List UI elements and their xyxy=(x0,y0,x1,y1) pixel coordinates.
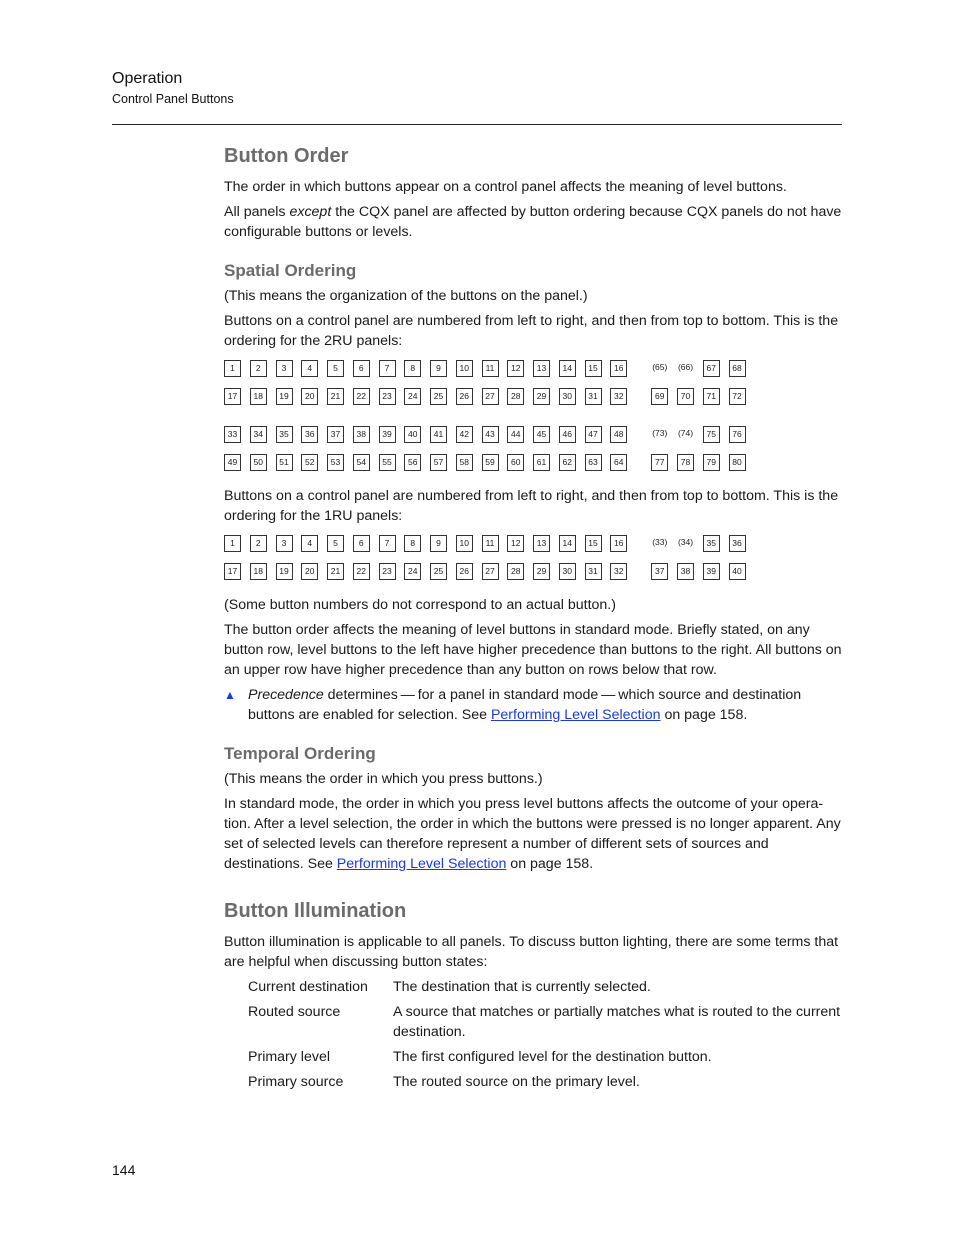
panel-button-box: 69 xyxy=(651,388,668,405)
panel-button-box: 48 xyxy=(610,426,627,443)
button-grid-1ru xyxy=(224,535,842,583)
definition: A source that matches or partially matches what is routed to the current destination. xyxy=(393,1004,841,1040)
panel-button-box: 18 xyxy=(250,388,267,405)
panel-button-box: 7 xyxy=(379,360,396,377)
term-row xyxy=(248,1047,842,1067)
panel-button-box: 10 xyxy=(456,535,473,552)
virtual-button-label: (34) xyxy=(677,537,694,547)
paragraph: The button order affects the meaning of level buttons in standard mode. Briefly stated, on any button row, level buttons to the left have higher precedence than buttons to the right. All buttons on an upper row have higher precedence than any button on rows below that row. xyxy=(224,622,842,678)
panel-button-box: 76 xyxy=(729,426,746,443)
panel-button-box: 25 xyxy=(430,563,447,580)
panel-button-box: 33 xyxy=(224,426,241,443)
button-grid-2ru xyxy=(224,360,842,474)
panel-button-box: 26 xyxy=(456,563,473,580)
panel-button-box: 13 xyxy=(533,360,550,377)
panel-button-box: 39 xyxy=(703,563,720,580)
button-row-side-group xyxy=(651,360,745,380)
panel-button-box: 19 xyxy=(276,388,293,405)
panel-button-box: 22 xyxy=(353,563,370,580)
panel-button-box: 55 xyxy=(379,454,396,471)
panel-button-box: 8 xyxy=(404,360,421,377)
panel-button-box: 6 xyxy=(353,535,370,552)
panel-button-box: 72 xyxy=(729,388,746,405)
panel-button-box: 46 xyxy=(559,426,576,443)
text-run: on page 158. xyxy=(660,707,748,723)
section-heading-button-order: Button Order xyxy=(224,145,349,167)
panel-button-box: 80 xyxy=(729,454,746,471)
panel-button-box: 24 xyxy=(404,388,421,405)
panel-button-box: 50 xyxy=(250,454,267,471)
panel-button-box: 11 xyxy=(482,360,499,377)
panel-button-box: 22 xyxy=(353,388,370,405)
panel-button-box: 31 xyxy=(585,388,602,405)
panel-button-box: 38 xyxy=(353,426,370,443)
page-content xyxy=(224,143,842,1097)
button-row xyxy=(224,360,842,380)
panel-button-box: 5 xyxy=(327,360,344,377)
term: Primary level xyxy=(248,1049,330,1065)
panel-button-box: 21 xyxy=(327,388,344,405)
term: Routed source xyxy=(248,1004,341,1020)
panel-button-box: 19 xyxy=(276,563,293,580)
panel-button-box: 36 xyxy=(301,426,318,443)
paragraph: Buttons on a control panel are numbered from left to right, and then from top to bottom. This is the ordering for the 2RU panels: xyxy=(224,313,839,349)
button-row-side-group xyxy=(651,535,745,555)
panel-button-box: 47 xyxy=(585,426,602,443)
paragraph: The order in which buttons appear on a control panel affects the meaning of level buttons. xyxy=(224,179,787,195)
virtual-button-label: (73) xyxy=(652,428,668,438)
button-row-side-group xyxy=(651,454,745,474)
text-run: determines — for a panel in standard mode — which source and destination buttons are enabled for selection. See xyxy=(248,687,802,723)
panel-button-box: 2 xyxy=(250,535,267,552)
panel-button-box: 4 xyxy=(301,535,318,552)
panel-button-box: 23 xyxy=(379,563,396,580)
panel-button-box: 18 xyxy=(250,563,267,580)
panel-button-box: 36 xyxy=(729,535,746,552)
panel-button-box: 16 xyxy=(610,360,627,377)
text-run: the CQX panel are affected by button ordering because CQX panels do not have configurable buttons or levels. xyxy=(224,204,842,240)
panel-button-box: 39 xyxy=(379,426,396,443)
link-performing-level-selection[interactable]: Performing Level Selection xyxy=(336,856,507,872)
virtual-button-label: (66) xyxy=(677,362,694,372)
note-text xyxy=(248,685,842,725)
panel-button-box: 58 xyxy=(456,454,473,471)
panel-button-box: 1 xyxy=(224,360,241,377)
panel-button-box: 41 xyxy=(430,426,447,443)
section-heading-button-illumination: Button Illumination xyxy=(224,900,407,922)
panel-button-box: 79 xyxy=(703,454,720,471)
panel-button-box: 8 xyxy=(404,535,421,552)
button-row-side-group xyxy=(651,563,745,583)
panel-button-box: 25 xyxy=(430,388,447,405)
button-row xyxy=(224,563,842,583)
button-row-side-group xyxy=(651,426,745,446)
definition: The first configured level for the destination button. xyxy=(393,1049,712,1065)
term-row xyxy=(248,977,842,997)
paragraph: Button illumination is applicable to all panels. To discuss button lighting, there are some terms that are helpful when discussing button states: xyxy=(224,934,839,970)
panel-button-box: 11 xyxy=(482,535,499,552)
button-row xyxy=(224,454,842,474)
definition: The routed source on the primary level. xyxy=(393,1074,640,1090)
panel-button-box: 15 xyxy=(585,360,602,377)
virtual-button-label: (33) xyxy=(652,537,668,547)
panel-button-box: 35 xyxy=(276,426,293,443)
subsection-heading-spatial-ordering: Spatial Ordering xyxy=(224,261,357,280)
paragraph xyxy=(224,794,842,874)
panel-button-box: 37 xyxy=(651,563,668,580)
panel-button-box: 17 xyxy=(224,388,241,405)
text-run: All panels xyxy=(224,204,290,220)
panel-button-box: 35 xyxy=(703,535,720,552)
term-row xyxy=(248,1072,842,1092)
paragraph: Buttons on a control panel are numbered from left to right, and then from top to bottom. This is the ordering for the 1RU panels: xyxy=(224,488,839,524)
virtual-button-label: (74) xyxy=(677,428,694,438)
panel-button-box: 29 xyxy=(533,563,550,580)
link-performing-level-selection[interactable]: Performing Level Selection xyxy=(490,707,661,723)
panel-button-box: 9 xyxy=(430,360,447,377)
paragraph: (This means the organization of the buttons on the panel.) xyxy=(224,288,588,304)
panel-button-box: 29 xyxy=(533,388,550,405)
button-row-side-group xyxy=(651,388,745,408)
paragraph: (Some button numbers do not correspond to an actual button.) xyxy=(224,597,616,613)
panel-button-box: 24 xyxy=(404,563,421,580)
paragraph xyxy=(224,202,842,242)
term: Current destination xyxy=(248,979,368,995)
panel-button-box: 60 xyxy=(507,454,524,471)
panel-button-box: 40 xyxy=(404,426,421,443)
panel-button-box: 23 xyxy=(379,388,396,405)
text-run: In standard mode, the order in which you press level buttons affects the outcome of your opera-tion. After a level selection, the order in which the buttons were pressed is no longer apparent. Any set of selected levels can therefore represent a number of different sets of sources and destinations. See xyxy=(224,796,841,872)
panel-button-box: 13 xyxy=(533,535,550,552)
panel-button-box: 68 xyxy=(729,360,746,377)
panel-button-box: 21 xyxy=(327,563,344,580)
panel-button-box: 57 xyxy=(430,454,447,471)
panel-button-box: 4 xyxy=(301,360,318,377)
panel-button-box: 51 xyxy=(276,454,293,471)
panel-button-box: 34 xyxy=(250,426,267,443)
text-run: on page 158. xyxy=(506,856,594,872)
panel-button-box: 10 xyxy=(456,360,473,377)
button-row xyxy=(224,426,842,446)
panel-button-box: 5 xyxy=(327,535,344,552)
panel-button-box: 28 xyxy=(507,388,524,405)
emphasis: Precedence xyxy=(248,687,324,703)
panel-button-box: 14 xyxy=(559,535,576,552)
panel-button-box: 37 xyxy=(327,426,344,443)
definition: The destination that is currently selected. xyxy=(393,979,651,995)
panel-button-box: 16 xyxy=(610,535,627,552)
panel-button-box: 70 xyxy=(677,388,694,405)
panel-button-box: 20 xyxy=(301,563,318,580)
paragraph: (This means the order in which you press buttons.) xyxy=(224,771,543,787)
panel-button-box: 75 xyxy=(703,426,720,443)
panel-button-box: 6 xyxy=(353,360,370,377)
panel-button-box: 1 xyxy=(224,535,241,552)
note xyxy=(224,685,842,725)
panel-button-box: 77 xyxy=(651,454,668,471)
panel-button-box: 71 xyxy=(703,388,720,405)
panel-button-box: 3 xyxy=(276,535,293,552)
panel-button-box: 64 xyxy=(610,454,627,471)
panel-button-box: 9 xyxy=(430,535,447,552)
panel-button-box: 30 xyxy=(559,563,576,580)
panel-button-box: 20 xyxy=(301,388,318,405)
panel-button-box: 28 xyxy=(507,563,524,580)
panel-button-box: 44 xyxy=(507,426,524,443)
note-triangle-icon: ▲ xyxy=(224,688,236,702)
panel-button-box: 26 xyxy=(456,388,473,405)
panel-button-box: 17 xyxy=(224,563,241,580)
panel-button-box: 78 xyxy=(677,454,694,471)
header-divider xyxy=(112,124,842,125)
panel-button-box: 31 xyxy=(585,563,602,580)
panel-button-box: 62 xyxy=(559,454,576,471)
virtual-button-label: (65) xyxy=(652,362,668,372)
panel-button-box: 32 xyxy=(610,563,627,580)
running-header-title: Operation xyxy=(112,70,183,87)
panel-button-box: 42 xyxy=(456,426,473,443)
panel-button-box: 67 xyxy=(703,360,720,377)
panel-button-box: 3 xyxy=(276,360,293,377)
panel-button-box: 59 xyxy=(482,454,499,471)
terms-list xyxy=(248,977,842,1092)
panel-button-box: 53 xyxy=(327,454,344,471)
panel-button-box: 15 xyxy=(585,535,602,552)
panel-button-box: 30 xyxy=(559,388,576,405)
panel-button-box: 12 xyxy=(507,535,524,552)
panel-button-box: 7 xyxy=(379,535,396,552)
panel-button-box: 2 xyxy=(250,360,267,377)
panel-button-box: 45 xyxy=(533,426,550,443)
button-row xyxy=(224,535,842,555)
term-row xyxy=(248,1002,842,1042)
panel-button-box: 49 xyxy=(224,454,241,471)
panel-button-box: 52 xyxy=(301,454,318,471)
panel-button-box: 40 xyxy=(729,563,746,580)
panel-button-box: 54 xyxy=(353,454,370,471)
panel-button-box: 14 xyxy=(559,360,576,377)
panel-button-box: 32 xyxy=(610,388,627,405)
emphasis: except xyxy=(289,204,332,220)
panel-button-box: 56 xyxy=(404,454,421,471)
panel-button-box: 12 xyxy=(507,360,524,377)
page-number: 144 xyxy=(112,1162,136,1178)
subsection-heading-temporal-ordering: Temporal Ordering xyxy=(224,744,376,763)
panel-button-box: 61 xyxy=(533,454,550,471)
panel-button-box: 38 xyxy=(677,563,694,580)
panel-button-box: 43 xyxy=(482,426,499,443)
term: Primary source xyxy=(248,1074,344,1090)
panel-button-box: 27 xyxy=(482,563,499,580)
button-row xyxy=(224,388,842,408)
running-header-subtitle: Control Panel Buttons xyxy=(112,92,234,106)
panel-button-box: 63 xyxy=(585,454,602,471)
panel-button-box: 27 xyxy=(482,388,499,405)
